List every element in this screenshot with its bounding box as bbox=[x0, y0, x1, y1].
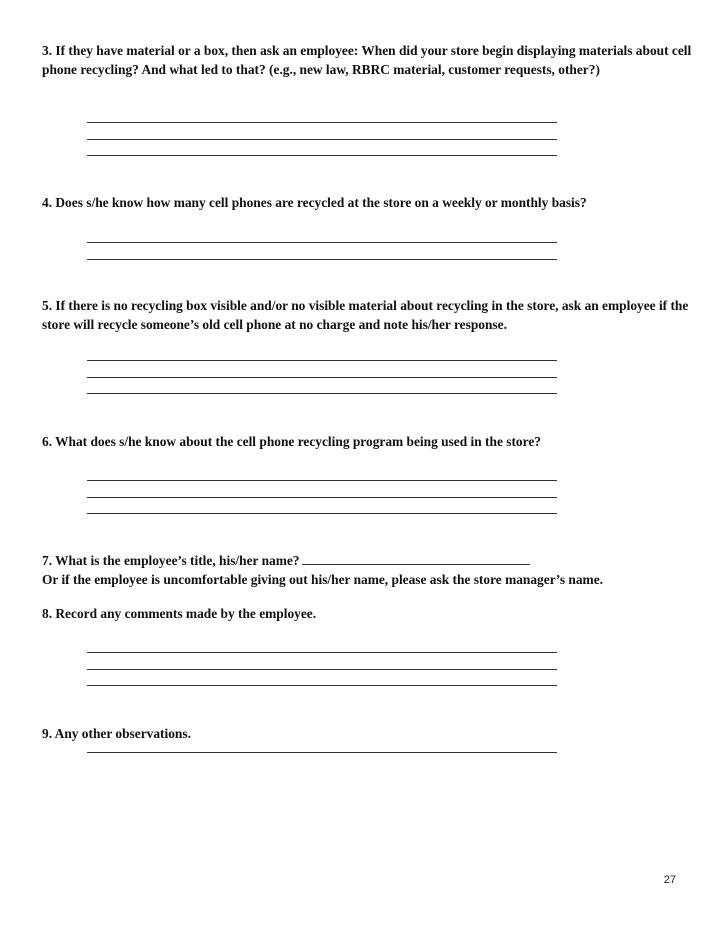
answer-line[interactable] bbox=[87, 513, 557, 514]
answer-line[interactable] bbox=[87, 259, 557, 260]
answer-line[interactable] bbox=[87, 393, 557, 394]
question-7-note: Or if the employee is uncomfortable giving out his/her name, please ask the store manager’s name. bbox=[42, 572, 603, 587]
answer-lines-5 bbox=[87, 360, 557, 410]
question-3: 3. If they have material or a box, then ask an employee: When did your store begin displaying materials about cell phone recycling? And what led to that? (e.g., new law, RBRC material, customer requests, other?) bbox=[42, 43, 692, 77]
question-4: 4. Does s/he know how many cell phones are recycled at the store on a weekly or monthly basis? bbox=[42, 195, 587, 210]
answer-line[interactable] bbox=[87, 685, 557, 686]
question-6: 6. What does s/he know about the cell phone recycling program being used in the store? bbox=[42, 434, 541, 449]
answer-line[interactable] bbox=[87, 155, 557, 156]
answer-line[interactable] bbox=[87, 497, 557, 498]
answer-line[interactable] bbox=[87, 652, 557, 653]
answer-line[interactable] bbox=[87, 480, 557, 481]
answer-lines-9 bbox=[87, 752, 557, 769]
answer-lines-6 bbox=[87, 480, 557, 530]
question-9: 9. Any other observations. bbox=[42, 726, 191, 741]
answer-line[interactable] bbox=[87, 122, 557, 123]
answer-lines-8 bbox=[87, 652, 557, 702]
question-8: 8. Record any comments made by the employee. bbox=[42, 606, 317, 621]
answer-line[interactable] bbox=[87, 360, 557, 361]
answer-line[interactable] bbox=[87, 669, 557, 670]
answer-line[interactable] bbox=[87, 242, 557, 243]
question-5: 5. If there is no recycling box visible and/or no visible material about recycling in the store, ask an employee if the store will recycle someone’s old cell phone at no charge and note his/her response. bbox=[42, 298, 689, 332]
answer-line[interactable] bbox=[87, 377, 557, 378]
answer-line[interactable] bbox=[87, 752, 557, 753]
answer-line[interactable] bbox=[87, 139, 557, 140]
question-7 bbox=[42, 551, 692, 589]
name-blank[interactable] bbox=[302, 552, 530, 565]
answer-lines-3 bbox=[87, 122, 557, 172]
answer-lines-4 bbox=[87, 242, 557, 275]
page-number: 27 bbox=[663, 874, 676, 886]
question-7-text: 7. What is the employee’s title, his/her name? bbox=[42, 553, 300, 568]
